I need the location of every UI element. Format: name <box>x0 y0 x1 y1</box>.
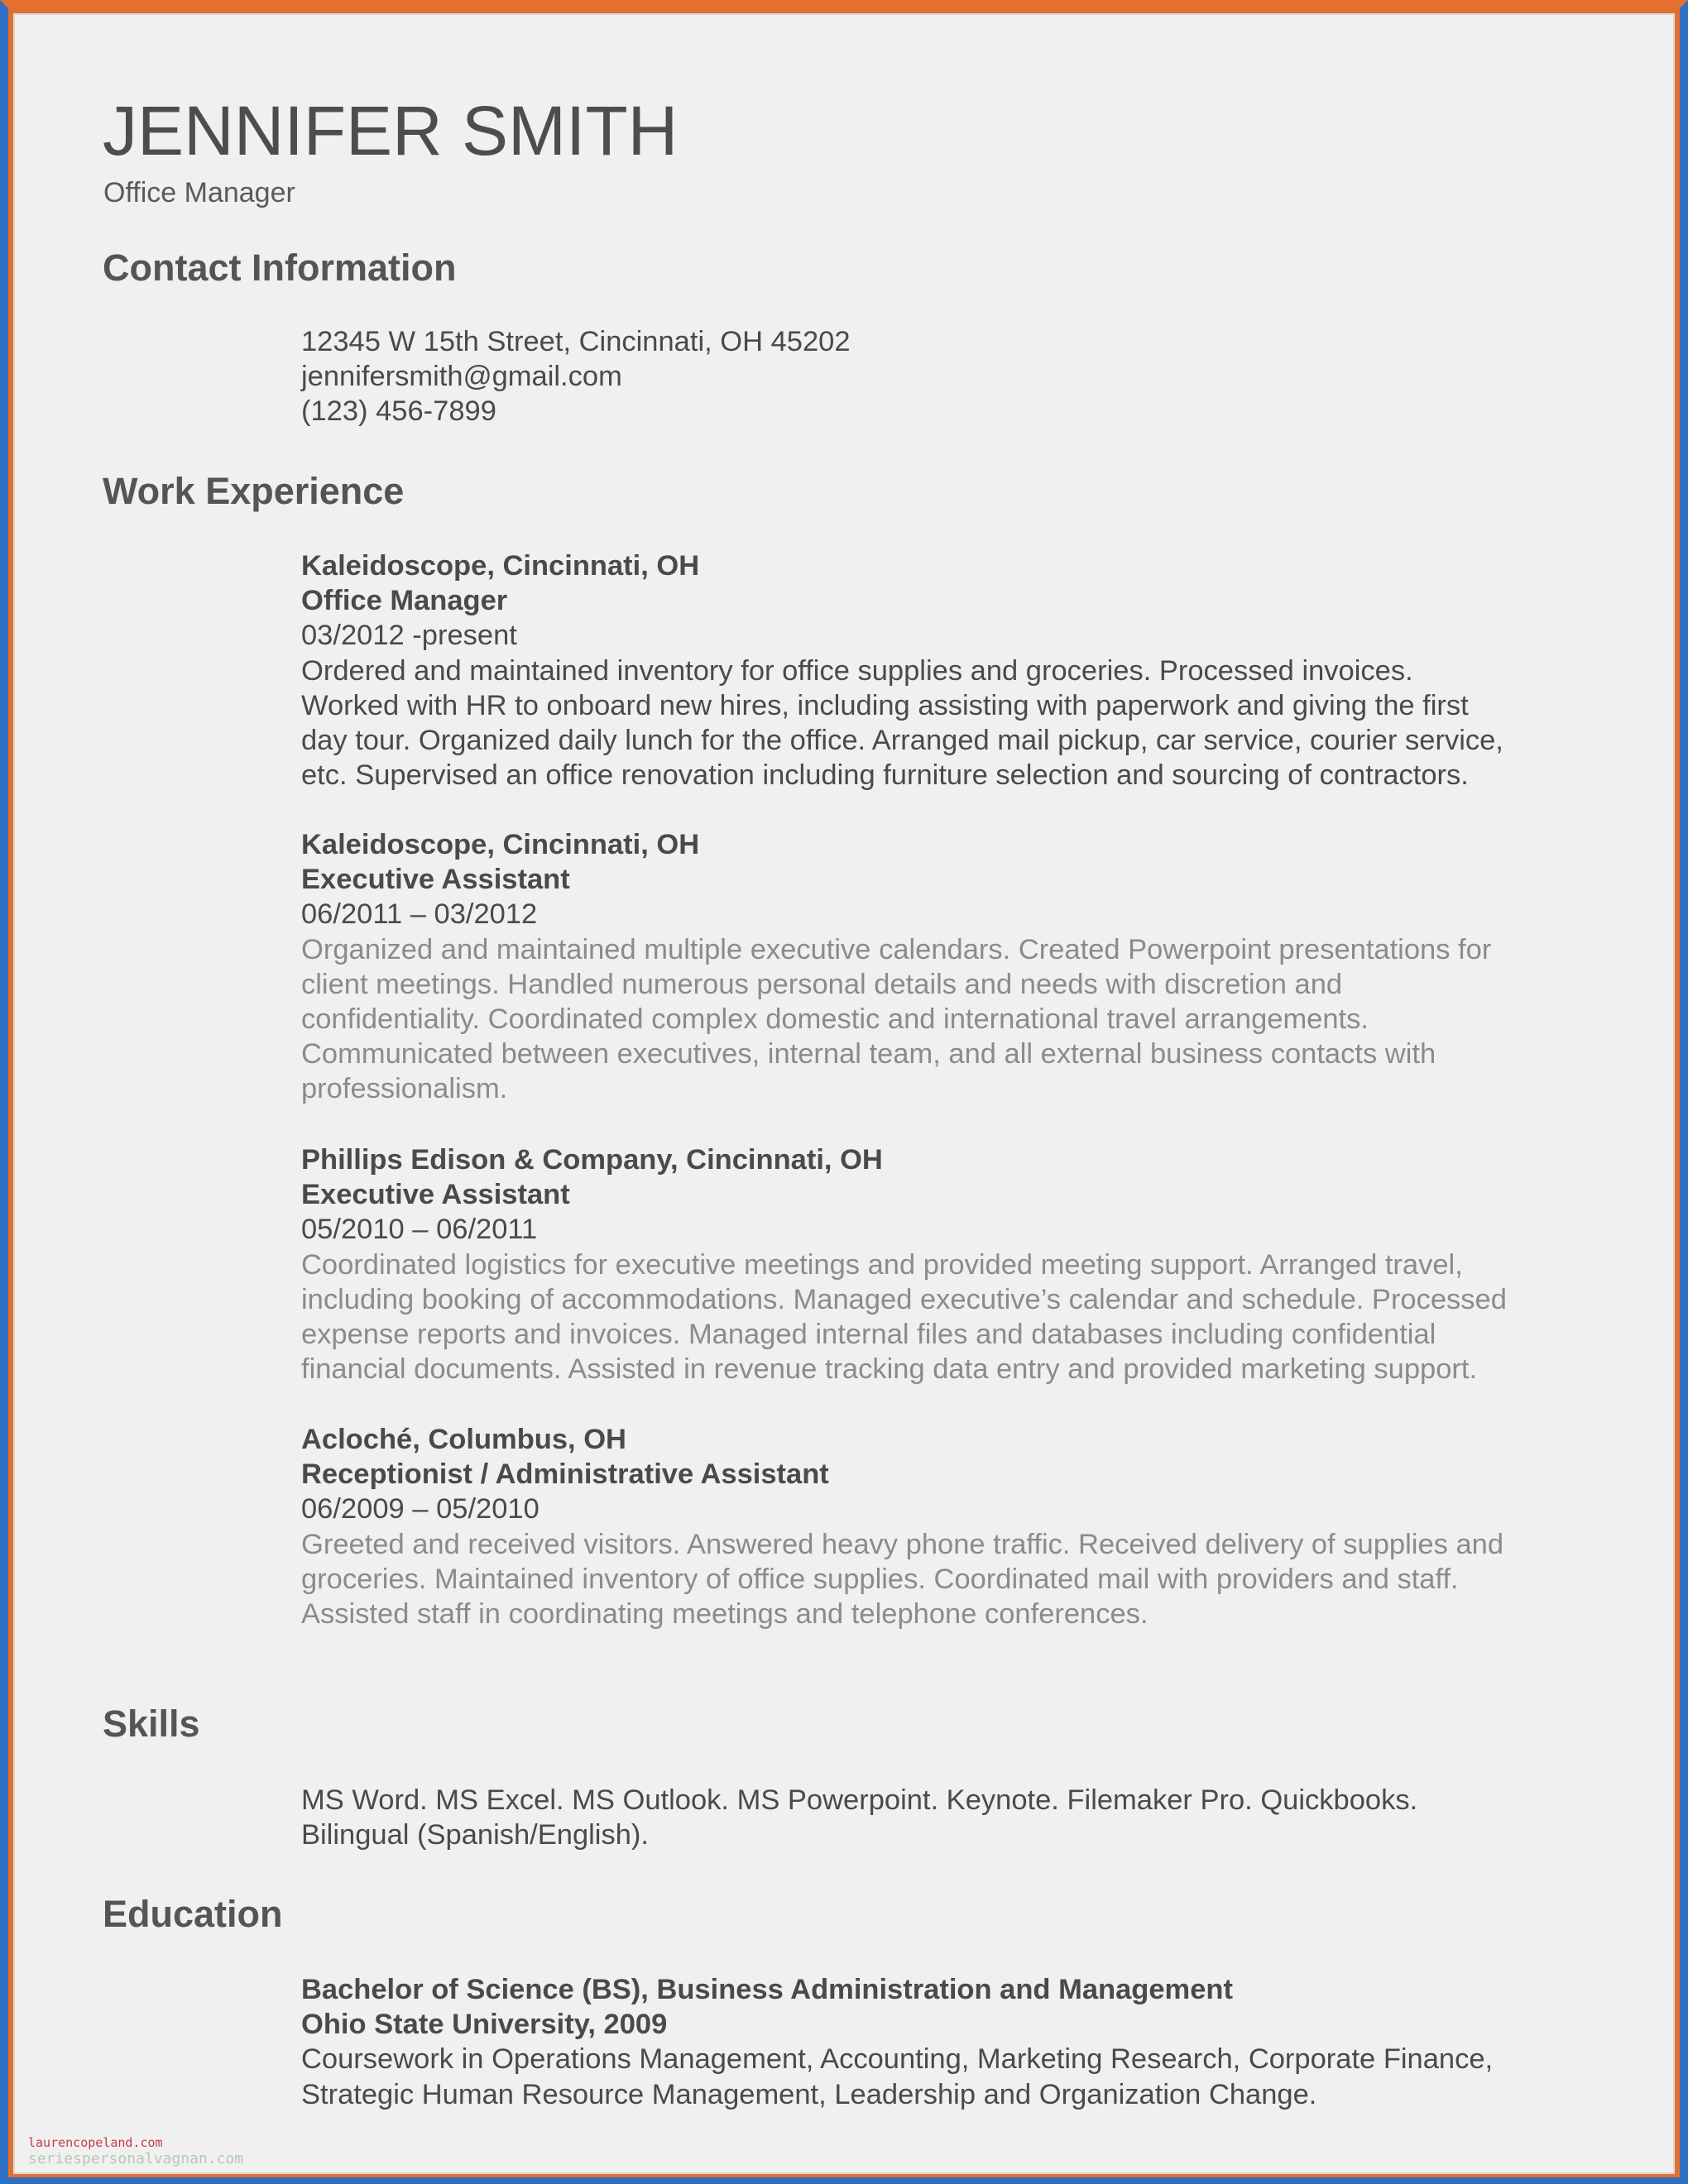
job-description-line: professionalism. <box>301 1073 508 1105</box>
education-school: Ohio State University, 2009 <box>301 2009 668 2041</box>
job-role: Receptionist / Administrative Assistant <box>301 1458 829 1491</box>
job-description-line: Worked with HR to onboard new hires, including assisting with paperwork and giving the first <box>301 689 1469 721</box>
section-skills-heading: Skills <box>103 1703 200 1745</box>
job-description-line: expense reports and invoices. Managed internal files and databases including confidential <box>301 1319 1436 1351</box>
job-description-line: etc. Supervised an office renovation including furniture selection and sourcing of contractors. <box>301 759 1469 792</box>
job-dates: 06/2011 – 03/2012 <box>301 898 538 931</box>
watermark <box>28 2134 243 2167</box>
job-dates: 03/2012 -present <box>301 620 517 652</box>
job-entry <box>301 1142 1625 1387</box>
resume-name: JENNIFER SMITH <box>103 92 679 170</box>
section-education-heading: Education <box>103 1893 283 1935</box>
job-role: Executive Assistant <box>301 1179 570 1211</box>
job-description-line: Greeted and received visitors. Answered heavy phone traffic. Received delivery of supplies and <box>301 1528 1504 1560</box>
job-entry <box>301 548 1625 793</box>
job-description-line: Organized and maintained multiple executive calendars. Created Powerpoint presentations for <box>301 933 1492 965</box>
section-contact-heading: Contact Information <box>103 247 457 289</box>
job-role: Executive Assistant <box>301 864 570 896</box>
job-description-line: day tour. Organized daily lunch for the office. Arranged mail pickup, car service, courier service, <box>301 725 1503 757</box>
resume-title: Office Manager <box>103 177 295 208</box>
job-description-line: Communicated between executives, internal team, and all external business contacts with <box>301 1038 1436 1070</box>
job-description-line: Assisted staff in coordinating meetings and telephone conferences. <box>301 1598 1149 1631</box>
job-company: Phillips Edison & Company, Cincinnati, OH <box>301 1144 883 1176</box>
job-entry <box>301 827 1625 1107</box>
education-block <box>301 1972 1625 2112</box>
job-company: Acloché, Columbus, OH <box>301 1424 626 1455</box>
watermark-site: laurencopeland.com <box>28 2135 163 2150</box>
job-description-line: financial documents. Assisted in revenue tracking data entry and provided marketing support. <box>301 1353 1478 1386</box>
job-description-line: Ordered and maintained inventory for office supplies and groceries. Processed invoices. <box>301 654 1413 687</box>
section-work-heading: Work Experience <box>103 470 405 512</box>
skills-line: MS Word. MS Excel. MS Outlook. MS Powerpoint. Keynote. Filemaker Pro. Quickbooks. <box>301 1784 1418 1816</box>
job-description-line: groceries. Maintained inventory of office supplies. Coordinated mail with providers and staff. <box>301 1563 1459 1595</box>
contact-address: 12345 W 15th Street, Cincinnati, OH 45202 <box>301 326 851 357</box>
resume-page <box>13 13 1675 2174</box>
job-description-line: including booking of accommodations. Managed executive’s calendar and schedule. Processed <box>301 1283 1507 1315</box>
job-role: Office Manager <box>301 585 508 617</box>
job-entry <box>301 1422 1625 1631</box>
job-description-line: Coordinated logistics for executive meetings and provided meeting support. Arranged travel, <box>301 1248 1463 1281</box>
skills-block <box>301 1783 1625 1852</box>
job-dates: 05/2010 – 06/2011 <box>301 1214 538 1246</box>
skills-line: Bilingual (Spanish/English). <box>301 1819 649 1851</box>
job-description-line: confidentiality. Coordinated complex domestic and international travel arrangements. <box>301 1003 1369 1036</box>
education-degree: Bachelor of Science (BS), Business Administration and Management <box>301 1974 1233 2005</box>
job-company: Kaleidoscope, Cincinnati, OH <box>301 550 700 582</box>
education-coursework-line: Coursework in Operations Management, Accounting, Marketing Research, Corporate Finance, <box>301 2043 1494 2076</box>
job-description-line: client meetings. Handled numerous personal details and needs with discretion and <box>301 968 1343 1000</box>
contact-block <box>301 324 1625 429</box>
education-coursework-line: Strategic Human Resource Management, Leadership and Organization Change. <box>301 2078 1317 2110</box>
contact-phone: (123) 456-7899 <box>301 395 496 428</box>
job-company: Kaleidoscope, Cincinnati, OH <box>301 829 700 860</box>
job-dates: 06/2009 – 05/2010 <box>301 1493 539 1525</box>
contact-email: jennifersmith@gmail.com <box>301 361 622 393</box>
watermark-site: seriespersonalvagnan.com <box>28 2150 244 2167</box>
